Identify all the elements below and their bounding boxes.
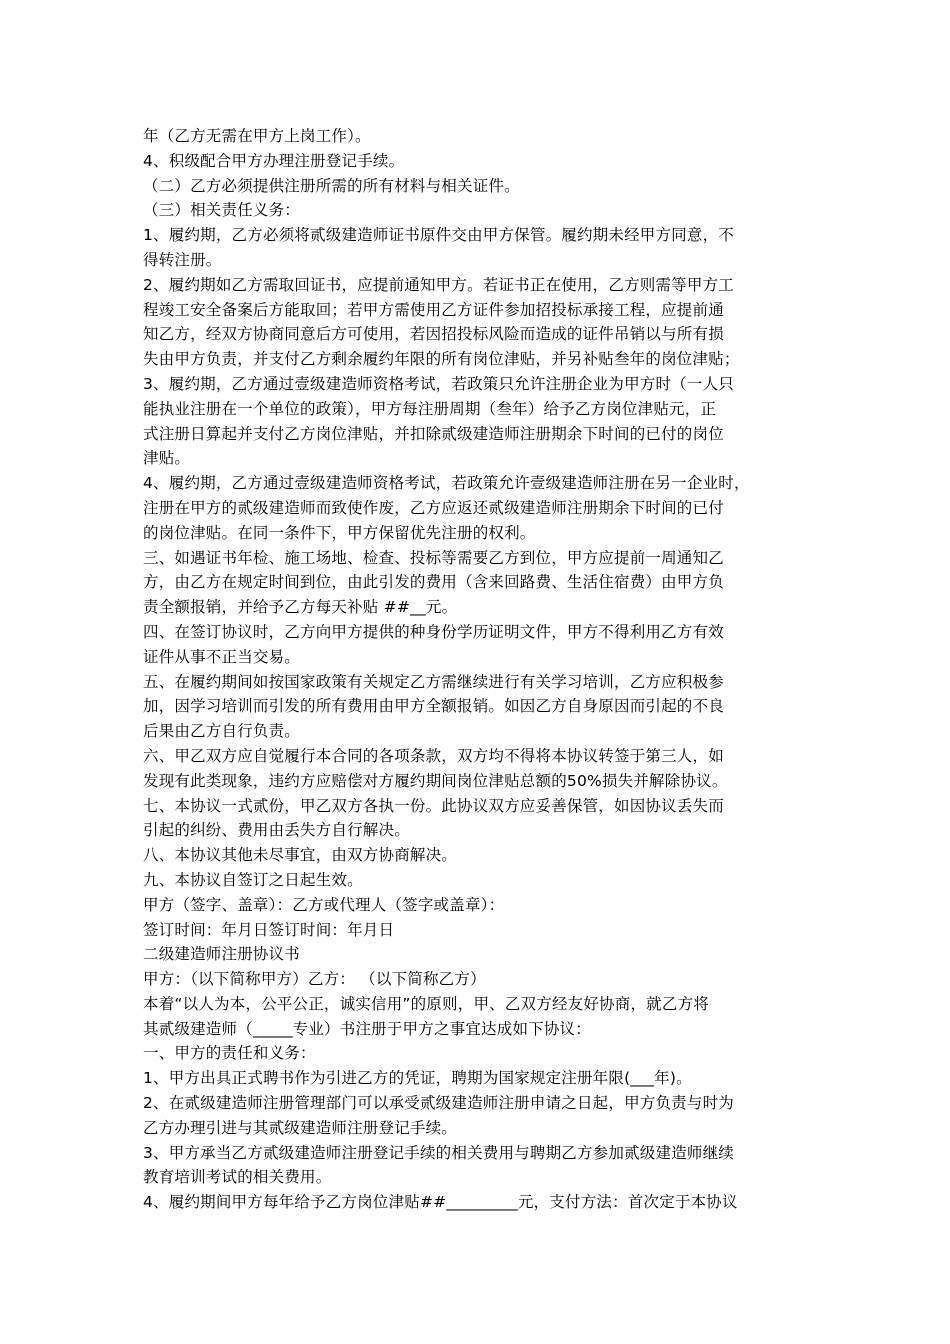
text-line: 的岗位津贴。在同一条件下，甲方保留优先注册的权利。 — [143, 523, 536, 542]
text-line: 2、履约期如乙方需取回证书，应提前通知甲方。若证书正在使用，乙方则需等甲方工 — [143, 275, 734, 294]
text-line: 发现有此类现象，违约方应赔偿对方履约期间岗位津贴总额的50%损失并解除协议。 — [143, 771, 728, 790]
text-line: 证件从事不正当交易。 — [143, 647, 301, 666]
text-line: 方，由乙方在规定时间到位，由此引发的费用（含来回路费、生活住宿费）由甲方负 — [143, 573, 724, 592]
text-line: 责全额报销，并给予乙方每天补贴 ##__元。 — [143, 598, 458, 617]
text-line: 签订时间：年月日签订时间：年月日 — [143, 920, 395, 939]
text-line: （二）乙方必须提供注册所需的所有材料与相关证件。 — [143, 176, 520, 195]
text-line: 津贴。 — [143, 449, 191, 468]
document-body — [143, 124, 823, 1215]
text-line: 甲方（签字、盖章）：乙方或代理人（签字或盖章）： — [143, 895, 505, 914]
text-line: 年（乙方无需在甲方上岗工作）。 — [143, 127, 371, 145]
document-title: 二级建造师注册协议书 — [143, 945, 301, 964]
text-line: 2、在贰级建造师注册管理部门可以承受贰级建造师注册申请之日起，甲方负责与时为 — [143, 1094, 734, 1113]
text-line: 五、在履约期间如按国家政策有关规定乙方需继续进行有关学习培训，乙方应积极参 — [143, 672, 724, 691]
text-line: 4、积级配合甲方办理注册登记手续。 — [143, 151, 405, 170]
text-line: 教育培训考试的相关费用。 — [143, 1168, 332, 1187]
text-line: 3、履约期，乙方通过壹级建造师资格考试，若政策只允许注册企业为甲方时（一人只 — [143, 374, 734, 393]
text-line: 3、甲方承当乙方贰级建造师注册登记手续的相关费用与聘期乙方参加贰级建造师继续 — [143, 1143, 734, 1162]
text-line: 九、本协议自签订之日起生效。 — [143, 870, 363, 889]
text-line: 注册在甲方的贰级建造师而致使作废，乙方应返还贰级建造师注册期余下时间的已付 — [143, 498, 724, 517]
text-line: 得转注册。 — [143, 250, 222, 269]
text-line: 甲方：（以下简称甲方）乙方： （以下简称乙方） — [143, 970, 486, 989]
text-line: 八、本协议其他未尽事宜，由双方协商解决。 — [143, 846, 458, 865]
text-line: 1、甲方出具正式聘书作为引进乙方的凭证，聘期为国家规定注册年限(___年)。 — [143, 1069, 692, 1088]
text-line: 六、甲乙双方应自觉履行本合同的各项条款，双方均不得将本协议转签于第三人，如 — [143, 746, 724, 765]
text-line: 加，因学习培训而引发的所有费用由甲方全额报销。如因乙方自身原因而引起的不良 — [143, 697, 724, 716]
text-line: 能执业注册在一个单位的政策），甲方每注册周期（叁年）给予乙方岗位津贴元，正 — [143, 399, 717, 418]
text-line: 本着“以人为本，公平公正，诚实信用”的原则，甲、乙双方经友好协商，就乙方将 — [143, 994, 709, 1013]
text-line: 1、履约期，乙方必须将贰级建造师证书原件交由甲方保管。履约期未经甲方同意，不 — [143, 226, 734, 245]
text-line: 引起的纠纷、费用由丢失方自行解决。 — [143, 821, 410, 840]
text-line: 四、在签订协议时，乙方向甲方提供的种身份学历证明文件，甲方不得利用乙方有效 — [143, 622, 724, 641]
text-line: 后果由乙方自行负责。 — [143, 722, 301, 741]
text-line: 一、甲方的责任和义务： — [143, 1044, 316, 1063]
text-line: 七、本协议一式贰份，甲乙双方各执一份。此协议双方应妥善保管，如因协议丢失而 — [143, 796, 724, 815]
text-line: （三）相关责任义务： — [143, 201, 301, 220]
text-line: 程竣工安全备案后方能取回；若甲方需使用乙方证件参加招投标承接工程，应提前通 — [143, 300, 724, 319]
text-line: 4、履约期，乙方通过壹级建造师资格考试，若政策允许壹级建造师注册在另一企业时， — [143, 474, 750, 493]
text-line: 乙方办理引进与其贰级建造师注册登记手续。 — [143, 1118, 458, 1137]
text-line: 三、如遇证书年检、施工场地、检查、投标等需要乙方到位，甲方应提前一周通知乙 — [143, 548, 724, 567]
text-line: 其贰级建造师（_____专业）书注册于甲方之事宜达成如下协议： — [143, 1019, 591, 1038]
text-line: 知乙方，经双方协商同意后方可使用，若因招投标风险而造成的证件吊销以与所有损 — [143, 325, 724, 344]
text-line: 失由甲方负责，并支付乙方剩余履约年限的所有岗位津贴，并另补贴叁年的岗位津贴； — [143, 350, 740, 369]
text-line: 4、履约期间甲方每年给予乙方岗位津贴##_________元，支付方法：首次定于本协议 — [143, 1193, 738, 1212]
text-line: 式注册日算起并支付乙方岗位津贴，并扣除贰级建造师注册期余下时间的已付的岗位 — [143, 424, 724, 443]
